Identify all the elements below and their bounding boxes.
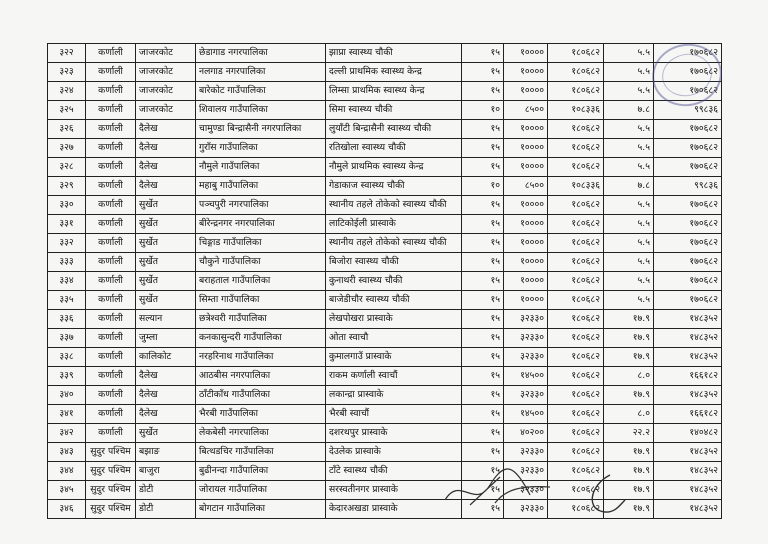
value-4-cell: ८.० (604, 405, 654, 424)
local-level-cell: नरहरिनाथ गाउँपालिका (196, 348, 326, 367)
signature-right (580, 470, 640, 520)
value-5-cell: १७०६८२ (654, 82, 722, 101)
district-cell: दैलेख (136, 177, 196, 196)
province-cell: सुदुर पश्चिम (86, 443, 136, 462)
serial-number-cell: ३२६ (48, 120, 86, 139)
value-3-cell: १८०६८२ (548, 462, 604, 481)
value-3-cell: १८०६८२ (548, 253, 604, 272)
health-facility-cell: लिम्सा प्राथमिक स्वास्थ्य केन्द्र (326, 82, 462, 101)
value-3-cell: १८०६८२ (548, 120, 604, 139)
district-cell: डोटी (136, 481, 196, 500)
province-cell: कर्णाली (86, 139, 136, 158)
province-cell: कर्णाली (86, 310, 136, 329)
province-cell: कर्णाली (86, 101, 136, 120)
value-5-cell: १७०६८२ (654, 44, 722, 63)
value-3-cell: १८०६८२ (548, 405, 604, 424)
value-1-cell: १५ (462, 63, 504, 82)
value-3-cell: १८०६८२ (548, 196, 604, 215)
allocation-table (47, 43, 722, 519)
serial-number-cell: ३३२ (48, 234, 86, 253)
health-facility-cell: स्थानीय तहले तोकेको स्वास्थ्य चौकी (326, 234, 462, 253)
province-cell: कर्णाली (86, 405, 136, 424)
serial-number-cell: ३४२ (48, 424, 86, 443)
table-row (48, 196, 722, 215)
value-5-cell: १६६१८२ (654, 367, 722, 386)
value-2-cell: १०००० (504, 215, 548, 234)
value-3-cell: १८०६८२ (548, 44, 604, 63)
local-level-cell: बीरेन्द्रनगर नगरपालिका (196, 215, 326, 234)
value-2-cell: ३२३३० (504, 462, 548, 481)
local-level-cell: कनकासुन्दरी गाउँपालिका (196, 329, 326, 348)
value-5-cell: १७०६८२ (654, 291, 722, 310)
value-1-cell: १५ (462, 462, 504, 481)
value-5-cell: १४८३५२ (654, 386, 722, 405)
value-4-cell: १७.९ (604, 386, 654, 405)
serial-number-cell: ३३८ (48, 348, 86, 367)
value-3-cell: १८०६८२ (548, 63, 604, 82)
value-1-cell: १५ (462, 386, 504, 405)
local-level-cell: पञ्चपुरी नगरपालिका (196, 196, 326, 215)
province-cell: कर्णाली (86, 272, 136, 291)
health-facility-cell: लुयाँटी बिन्द्रासैनी स्वास्थ्य चौकी (326, 120, 462, 139)
table-row (48, 234, 722, 253)
value-4-cell: ५.५ (604, 253, 654, 272)
value-2-cell: १०००० (504, 44, 548, 63)
local-level-cell: चौकुने गाउँपालिका (196, 253, 326, 272)
value-3-cell: १८०६८२ (548, 310, 604, 329)
table-row (48, 101, 722, 120)
value-4-cell: १७.९ (604, 329, 654, 348)
value-2-cell: १०००० (504, 82, 548, 101)
health-facility-cell: ओता स्वाचौ (326, 329, 462, 348)
table-row (48, 82, 722, 101)
table-row (48, 329, 722, 348)
province-cell: कर्णाली (86, 424, 136, 443)
value-5-cell: १७०६८२ (654, 272, 722, 291)
value-4-cell: ५.५ (604, 234, 654, 253)
province-cell: कर्णाली (86, 158, 136, 177)
value-4-cell: ७.८ (604, 101, 654, 120)
health-facility-cell: दशरथपुर प्रास्वाके (326, 424, 462, 443)
local-level-cell: बित्थडचिर गाउँपालिका (196, 443, 326, 462)
value-4-cell: २२.२ (604, 424, 654, 443)
value-4-cell: १७.९ (604, 310, 654, 329)
value-5-cell: १७०६८२ (654, 196, 722, 215)
value-5-cell: १४८३५२ (654, 462, 722, 481)
value-2-cell: १०००० (504, 158, 548, 177)
value-1-cell: १५ (462, 329, 504, 348)
value-4-cell: ७.८ (604, 177, 654, 196)
district-cell: सुर्खेत (136, 196, 196, 215)
health-facility-cell: लकान्द्रा प्रास्वाके (326, 386, 462, 405)
value-2-cell: ३२३३० (504, 329, 548, 348)
local-level-cell: बारेकोट गाउँपालिका (196, 82, 326, 101)
province-cell: कर्णाली (86, 120, 136, 139)
serial-number-cell: ३४६ (48, 500, 86, 519)
value-1-cell: १५ (462, 44, 504, 63)
value-4-cell: १७.९ (604, 500, 654, 519)
province-cell: सुदुर पश्चिम (86, 481, 136, 500)
province-cell: कर्णाली (86, 82, 136, 101)
serial-number-cell: ३२९ (48, 177, 86, 196)
value-2-cell: ८५०० (504, 177, 548, 196)
value-2-cell: ४०२०० (504, 424, 548, 443)
table-row (48, 44, 722, 63)
local-level-cell: बुढीनन्दा गाउँपालिका (196, 462, 326, 481)
value-3-cell: १८०६८२ (548, 386, 604, 405)
value-2-cell: १०००० (504, 272, 548, 291)
value-4-cell: ५.५ (604, 63, 654, 82)
serial-number-cell: ३२४ (48, 82, 86, 101)
value-3-cell: १८०६८२ (548, 500, 604, 519)
value-5-cell: १४८३५२ (654, 443, 722, 462)
value-4-cell: ५.५ (604, 44, 654, 63)
district-cell: जाजरकोट (136, 82, 196, 101)
value-3-cell: १८०६८२ (548, 139, 604, 158)
district-cell: जाजरकोट (136, 63, 196, 82)
district-cell: दैलेख (136, 405, 196, 424)
local-level-cell: चिङ्गाड गाउँपालिका (196, 234, 326, 253)
value-1-cell: १५ (462, 310, 504, 329)
value-4-cell: ५.५ (604, 215, 654, 234)
province-cell: कर्णाली (86, 234, 136, 253)
health-facility-cell: देउलेक प्रास्वाके (326, 443, 462, 462)
province-cell: कर्णाली (86, 386, 136, 405)
district-cell: जाजरकोट (136, 101, 196, 120)
value-3-cell: १८०६८२ (548, 272, 604, 291)
value-3-cell: १८०६८२ (548, 215, 604, 234)
health-facility-cell: कुमालगाउँ प्रास्वाके (326, 348, 462, 367)
value-3-cell: १०८३३६ (548, 177, 604, 196)
value-5-cell: १४८३५२ (654, 500, 722, 519)
serial-number-cell: ३४५ (48, 481, 86, 500)
table-row (48, 253, 722, 272)
value-4-cell: ५.५ (604, 196, 654, 215)
province-cell: कर्णाली (86, 63, 136, 82)
health-facility-cell: भैरबी स्वाचौं (326, 405, 462, 424)
serial-number-cell: ३३६ (48, 310, 86, 329)
health-facility-cell: केदारअखडा प्रास्वाके (326, 500, 462, 519)
table-row (48, 386, 722, 405)
value-2-cell: ३२३३० (504, 443, 548, 462)
local-level-cell: जोरायल गाउँपालिका (196, 481, 326, 500)
value-4-cell: १७.९ (604, 481, 654, 500)
district-cell: सुर्खेत (136, 424, 196, 443)
value-1-cell: १० (462, 101, 504, 120)
serial-number-cell: ३३० (48, 196, 86, 215)
district-cell: दैलेख (136, 120, 196, 139)
serial-number-cell: ३४१ (48, 405, 86, 424)
local-level-cell: भैरबी गाउँपालिका (196, 405, 326, 424)
value-1-cell: १५ (462, 481, 504, 500)
value-5-cell: १७०६८२ (654, 253, 722, 272)
value-2-cell: १०००० (504, 63, 548, 82)
local-level-cell: महाबु गाउँपालिका (196, 177, 326, 196)
table-row (48, 367, 722, 386)
table-row (48, 177, 722, 196)
health-facility-cell: सिमा स्वास्थ्य चौकी (326, 101, 462, 120)
province-cell: कर्णाली (86, 253, 136, 272)
province-cell: सुदुर पश्चिम (86, 462, 136, 481)
health-facility-cell: झाप्रा स्वास्थ्य चौकी (326, 44, 462, 63)
value-4-cell: १७.९ (604, 348, 654, 367)
table-row (48, 291, 722, 310)
value-3-cell: १८०६८२ (548, 82, 604, 101)
table-row (48, 424, 722, 443)
value-2-cell: ३२३३० (504, 500, 548, 519)
serial-number-cell: ३४० (48, 386, 86, 405)
health-facility-cell: सरस्वतीनगर प्रास्वाके (326, 481, 462, 500)
district-cell: दैलेख (136, 158, 196, 177)
table-row (48, 63, 722, 82)
value-2-cell: १०००० (504, 196, 548, 215)
value-5-cell: १७०६८२ (654, 63, 722, 82)
value-2-cell: १०००० (504, 234, 548, 253)
district-cell: दैलेख (136, 386, 196, 405)
serial-number-cell: ३२३ (48, 63, 86, 82)
health-facility-cell: नौमुले प्राथमिक स्वास्थ्य केन्द्र (326, 158, 462, 177)
value-4-cell: ८.० (604, 367, 654, 386)
table-row (48, 158, 722, 177)
value-5-cell: १७०६८२ (654, 139, 722, 158)
value-5-cell: १७०६८२ (654, 120, 722, 139)
value-3-cell: १०८३३६ (548, 101, 604, 120)
province-cell: कर्णाली (86, 348, 136, 367)
value-4-cell: ५.५ (604, 120, 654, 139)
value-3-cell: १८०६८२ (548, 481, 604, 500)
serial-number-cell: ३३५ (48, 291, 86, 310)
value-1-cell: १५ (462, 272, 504, 291)
value-1-cell: १५ (462, 139, 504, 158)
value-2-cell: ८५०० (504, 101, 548, 120)
value-3-cell: १८०६८२ (548, 234, 604, 253)
serial-number-cell: ३३४ (48, 272, 86, 291)
province-cell: कर्णाली (86, 329, 136, 348)
serial-number-cell: ३३१ (48, 215, 86, 234)
value-3-cell: १८०६८२ (548, 424, 604, 443)
value-1-cell: १५ (462, 424, 504, 443)
district-cell: बाजुरा (136, 462, 196, 481)
serial-number-cell: ३३९ (48, 367, 86, 386)
value-5-cell: १४८३५२ (654, 329, 722, 348)
health-facility-cell: लेखपोखरा प्रास्वाके (326, 310, 462, 329)
serial-number-cell: ३२८ (48, 158, 86, 177)
health-facility-cell: बिजोरा स्वास्थ्य चौकी (326, 253, 462, 272)
value-4-cell: ५.५ (604, 291, 654, 310)
local-level-cell: आठबीस नगरपालिका (196, 367, 326, 386)
district-cell: सुर्खेत (136, 291, 196, 310)
serial-number-cell: ३२५ (48, 101, 86, 120)
serial-number-cell: ३३३ (48, 253, 86, 272)
province-cell: कर्णाली (86, 44, 136, 63)
district-cell: जुम्ला (136, 329, 196, 348)
district-cell: सुर्खेत (136, 215, 196, 234)
value-4-cell: ५.५ (604, 139, 654, 158)
health-facility-cell: टाँटे स्वास्थ्य चौकी (326, 462, 462, 481)
district-cell: सुर्खेत (136, 253, 196, 272)
district-cell: दैलेख (136, 367, 196, 386)
value-5-cell: १६६१८२ (654, 405, 722, 424)
table-row (48, 139, 722, 158)
value-2-cell: १०००० (504, 139, 548, 158)
value-5-cell: १४८३५२ (654, 348, 722, 367)
value-2-cell: १४५०० (504, 405, 548, 424)
health-facility-cell: रतिखोला स्वास्थ्य चौकी (326, 139, 462, 158)
value-2-cell: १०००० (504, 120, 548, 139)
value-1-cell: १५ (462, 367, 504, 386)
local-level-cell: नौमुले गाउँपालिका (196, 158, 326, 177)
value-1-cell: १५ (462, 348, 504, 367)
district-cell: सुर्खेत (136, 272, 196, 291)
health-facility-cell: लाटिकोईली प्रास्वाके (326, 215, 462, 234)
value-1-cell: १५ (462, 405, 504, 424)
value-1-cell: १५ (462, 234, 504, 253)
value-2-cell: १४५०० (504, 367, 548, 386)
value-5-cell: ९९८३६ (654, 177, 722, 196)
value-5-cell: १४८३५२ (654, 310, 722, 329)
table-row (48, 272, 722, 291)
value-1-cell: १५ (462, 500, 504, 519)
serial-number-cell: ३३७ (48, 329, 86, 348)
table-row (48, 348, 722, 367)
value-3-cell: १८०६८२ (548, 291, 604, 310)
value-1-cell: १५ (462, 215, 504, 234)
local-level-cell: छेडागाड नगरपालिका (196, 44, 326, 63)
value-2-cell: १०००० (504, 291, 548, 310)
value-3-cell: १८०६८२ (548, 158, 604, 177)
value-1-cell: १५ (462, 82, 504, 101)
value-5-cell: ९९८३६ (654, 101, 722, 120)
health-facility-cell: गेडाकाज स्वास्थ्य चौकी (326, 177, 462, 196)
value-4-cell: १७.९ (604, 443, 654, 462)
value-1-cell: १५ (462, 196, 504, 215)
value-3-cell: १८०६८२ (548, 348, 604, 367)
signature-left (440, 455, 570, 515)
value-4-cell: १७.९ (604, 462, 654, 481)
local-level-cell: गुराँस गाउँपालिका (196, 139, 326, 158)
health-facility-cell: राकम कर्णाली स्वाचौं (326, 367, 462, 386)
serial-number-cell: ३४३ (48, 443, 86, 462)
value-1-cell: १० (462, 177, 504, 196)
value-5-cell: १४८३५२ (654, 481, 722, 500)
health-facility-cell: बाजेडीचौर स्वास्थ्य चौकी (326, 291, 462, 310)
local-level-cell: बोगटान गाउँपालिका (196, 500, 326, 519)
local-level-cell: शिवालय गाउँपालिका (196, 101, 326, 120)
local-level-cell: नलगाड नगरपालिका (196, 63, 326, 82)
value-1-cell: १५ (462, 253, 504, 272)
province-cell: सुदुर पश्चिम (86, 500, 136, 519)
table-row (48, 405, 722, 424)
value-1-cell: १५ (462, 291, 504, 310)
local-level-cell: सिम्ता गाउँपालिका (196, 291, 326, 310)
value-1-cell: १५ (462, 120, 504, 139)
province-cell: कर्णाली (86, 177, 136, 196)
table-row (48, 310, 722, 329)
local-level-cell: बराहताल गाउँपालिका (196, 272, 326, 291)
value-4-cell: ५.५ (604, 82, 654, 101)
health-facility-cell: दल्ली प्राथमिक स्वास्थ्य केन्द्र (326, 63, 462, 82)
value-2-cell: ३२३३० (504, 386, 548, 405)
local-level-cell: चामुण्डा बिन्द्रासैनी नगरपालिका (196, 120, 326, 139)
province-cell: कर्णाली (86, 196, 136, 215)
value-2-cell: ३२३३० (504, 481, 548, 500)
serial-number-cell: ३२७ (48, 139, 86, 158)
health-facility-cell: कुनाथरी स्वास्थ्य चौकी (326, 272, 462, 291)
value-2-cell: ३२३३० (504, 348, 548, 367)
value-4-cell: ५.५ (604, 272, 654, 291)
serial-number-cell: ३२२ (48, 44, 86, 63)
table-row (48, 443, 722, 462)
local-level-cell: छत्रेश्वरी गाउँपालिका (196, 310, 326, 329)
value-3-cell: १८०६८२ (548, 367, 604, 386)
province-cell: कर्णाली (86, 367, 136, 386)
district-cell: जाजरकोट (136, 44, 196, 63)
value-5-cell: १७०६८२ (654, 215, 722, 234)
value-5-cell: १७०६८२ (654, 234, 722, 253)
district-cell: कालिकोट (136, 348, 196, 367)
district-cell: दैलेख (136, 139, 196, 158)
value-1-cell: १५ (462, 158, 504, 177)
value-5-cell: १७०६८२ (654, 158, 722, 177)
value-5-cell: १४०४८२ (654, 424, 722, 443)
value-1-cell: १५ (462, 443, 504, 462)
local-level-cell: ठाँटीकाँध गाउँपालिका (196, 386, 326, 405)
table-row (48, 215, 722, 234)
value-2-cell: ३२३३० (504, 310, 548, 329)
table-body (48, 44, 722, 519)
value-3-cell: १८०६८२ (548, 443, 604, 462)
local-level-cell: लेकबेसी नगरपालिका (196, 424, 326, 443)
value-3-cell: १८०६८२ (548, 329, 604, 348)
value-2-cell: १०००० (504, 253, 548, 272)
district-cell: बझाङ (136, 443, 196, 462)
table-row (48, 120, 722, 139)
province-cell: कर्णाली (86, 291, 136, 310)
province-cell: कर्णाली (86, 215, 136, 234)
value-4-cell: ५.५ (604, 158, 654, 177)
district-cell: सुर्खेत (136, 234, 196, 253)
serial-number-cell: ३४४ (48, 462, 86, 481)
district-cell: डोटी (136, 500, 196, 519)
health-facility-cell: स्थानीय तहले तोकेको स्वास्थ्य चौकी (326, 196, 462, 215)
district-cell: सल्यान (136, 310, 196, 329)
